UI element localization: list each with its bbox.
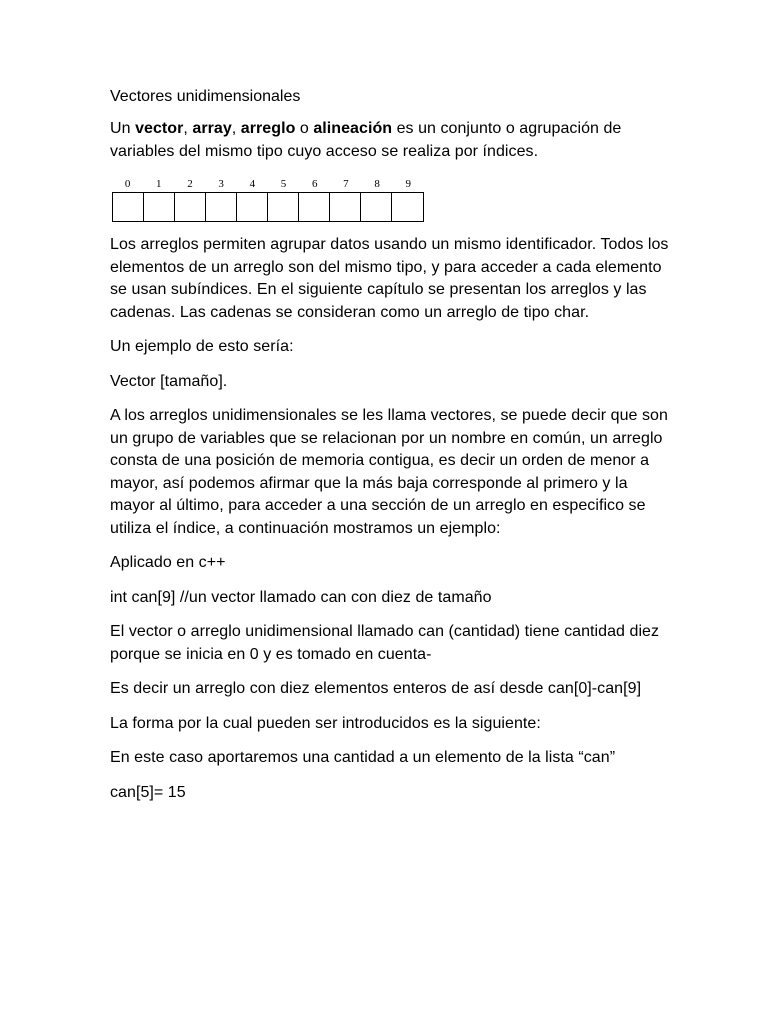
paragraph-code-assignment: can[5]= 15 — [110, 783, 186, 801]
array-cell — [206, 193, 237, 221]
array-cell — [268, 193, 299, 221]
term-array: array — [192, 120, 232, 137]
paragraph-vector-tamano: Vector [tamaño]. — [110, 372, 228, 390]
array-index-4: 4 — [249, 178, 256, 190]
term-vector: vector — [135, 120, 184, 137]
array-cell — [392, 193, 423, 221]
array-cell — [113, 193, 144, 221]
intro-text-5: es un conjunto o agrupación de variables del mismo tipo cuyo acceso se realiza por índices. — [110, 120, 622, 160]
array-index-2: 2 — [187, 178, 193, 190]
array-index-6: 6 — [311, 178, 318, 190]
document-page — [110, 86, 670, 816]
array-cell — [237, 193, 268, 221]
paragraph-forma: La forma por la cual pueden ser introducidos es la siguiente: — [110, 714, 541, 732]
intro-text-3: , — [231, 120, 241, 137]
array-index-0: 0 — [124, 178, 131, 190]
array-index-8: 8 — [374, 178, 380, 190]
array-index-5: 5 — [280, 178, 287, 190]
paragraph-aplicado-cpp: Aplicado en c++ — [110, 554, 226, 571]
intro-text-4: o — [295, 120, 314, 137]
array-cell — [175, 193, 206, 221]
paragraph-arreglos: Los arreglos permiten agrupar datos usando un mismo identificador. Todos los elementos de un arreglo son del mismo tipo, y para acceder a cada elemento se usan subíndices. En el siguiente capítulo se presentan los arreglos y las cadenas. Las cadenas se consideran como un arreglo de tipo char. — [110, 236, 669, 321]
array-index-7: 7 — [343, 178, 349, 190]
paragraph-unidimensionales: A los arreglos unidimensionales se les llama vectores, se puede decir que son un grupo de variables que se relacionan por un nombre en común, un arreglo consta de una posición de memoria contigua, es decir un orden de menor a mayor, así podemos afirmar que la más baja corresponde al primero y la mayor al último, para acceder a una sección de un arreglo en especifico se utiliza el índice, a continuación mostramos un ejemplo: — [110, 407, 668, 537]
array-index-3: 3 — [218, 178, 224, 190]
array-cell — [361, 193, 392, 221]
array-cell — [299, 193, 330, 221]
term-arreglo: arreglo — [240, 120, 296, 137]
array-index-row — [112, 177, 428, 191]
paragraph-caso: En este caso aportaremos una cantidad a un elemento de la lista “can” — [110, 749, 616, 766]
intro-text-2: , — [183, 120, 193, 137]
array-cell — [330, 193, 361, 221]
paragraph-can-cantidad: El vector o arreglo unidimensional llamado can (cantidad) tiene cantidad diez porque se inicia en 0 y es tomado en cuenta- — [110, 623, 660, 663]
paragraph-code-declaration: int can[9] //un vector llamado can con diez de tamaño — [110, 588, 492, 606]
array-index-9: 9 — [405, 178, 412, 190]
document-title: Vectores unidimensionales — [110, 88, 301, 105]
intro-paragraph — [110, 118, 670, 163]
array-diagram — [112, 177, 428, 222]
paragraph-diez-elementos: Es decir un arreglo con diez elementos enteros de así desde can[0]-can[9] — [110, 680, 642, 697]
array-cell — [144, 193, 175, 221]
array-index-1: 1 — [156, 178, 162, 190]
term-alineacion: alineación — [313, 120, 393, 137]
paragraph-ejemplo: Un ejemplo de esto sería: — [110, 338, 294, 355]
array-box-row — [112, 192, 424, 222]
intro-text-1: Un — [110, 120, 136, 137]
